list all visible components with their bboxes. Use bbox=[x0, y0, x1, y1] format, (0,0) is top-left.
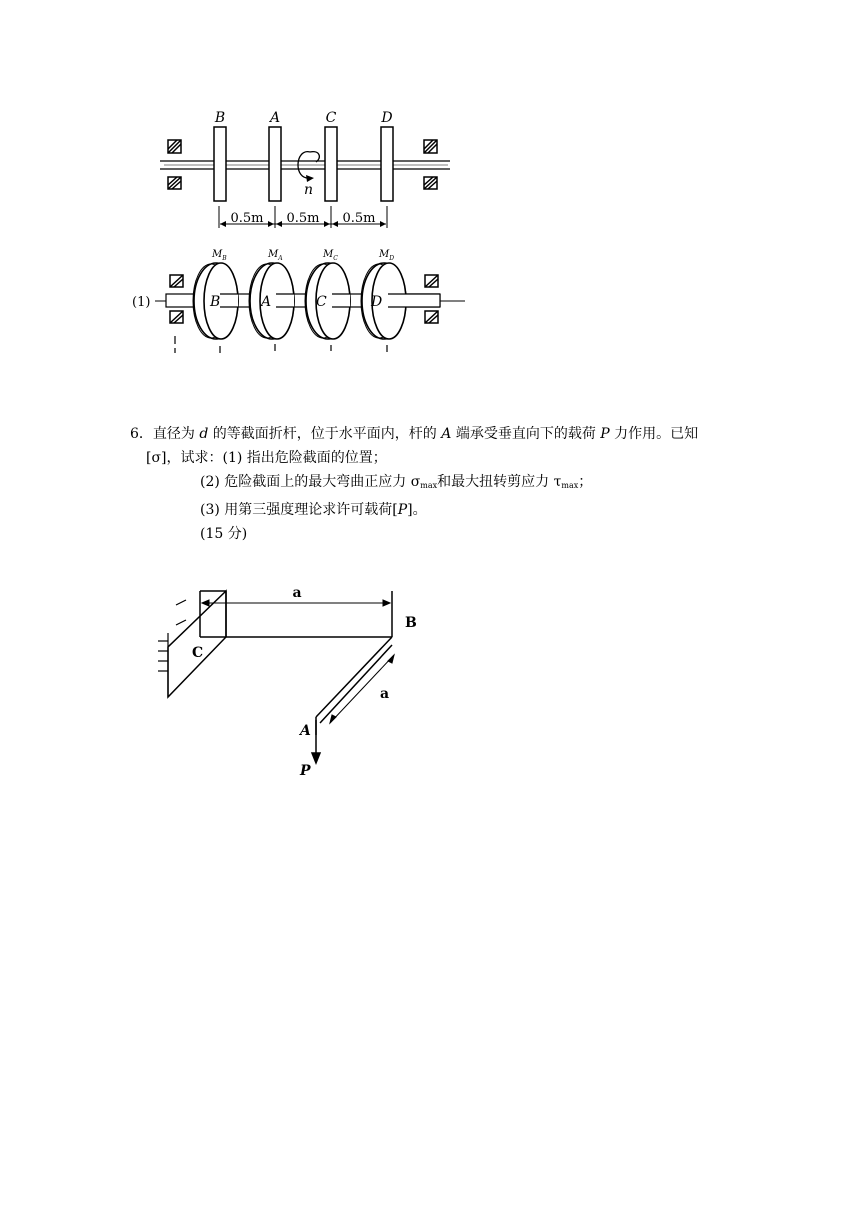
question-line-1: 6．直径为 d 的等截面折杆，位于水平面内，杆的 A 端承受垂直向下的载荷 P 力作用。已知 bbox=[130, 426, 699, 442]
disk-a-3d bbox=[249, 263, 294, 339]
right-bearing-top bbox=[424, 140, 437, 189]
left-bearing-top bbox=[168, 140, 181, 189]
question-line-3: (2) 危险截面上的最大弯曲正应力 $\sigma_{max}$和最大扭转剪应力 $\tau_{max}$； bbox=[200, 474, 593, 490]
disk-c-label: C bbox=[316, 294, 327, 310]
label-c: C bbox=[192, 645, 204, 661]
svg-text:MB: $M_B$ bbox=[212, 249, 227, 262]
bent-bar-figure bbox=[140, 575, 440, 790]
svg-text:MC: $M_C$ bbox=[323, 249, 338, 262]
dim-label-2: 0.5m bbox=[286, 211, 320, 226]
disk-a-top bbox=[269, 127, 281, 201]
disk-a-label: A bbox=[261, 294, 272, 310]
label-p: P bbox=[300, 763, 311, 779]
question-line-4: (3) 用第三强度理论求许可载荷[P]。 bbox=[200, 502, 427, 518]
dim-label-3: 0.5m bbox=[342, 211, 376, 226]
label-b: B bbox=[405, 615, 417, 631]
label-c-top: C bbox=[325, 110, 337, 126]
shaft-top bbox=[160, 161, 450, 169]
wall-plate bbox=[168, 591, 226, 697]
moment-labels bbox=[211, 249, 394, 262]
question-line-2: [σ]，试求：(1) 指出危险截面的位置； bbox=[146, 450, 387, 466]
label-a: A bbox=[300, 723, 311, 739]
label-d-top: D bbox=[381, 110, 393, 126]
label-a-top: A bbox=[269, 110, 281, 126]
disk-d-label: D bbox=[371, 294, 383, 310]
question-6 bbox=[130, 422, 770, 546]
label-b-top: B bbox=[214, 110, 226, 126]
disk-b-label: B bbox=[210, 294, 221, 310]
dim-diagonal-label: a bbox=[380, 686, 390, 702]
shaft-figure bbox=[120, 100, 480, 370]
question-line-5: (15 分) bbox=[200, 526, 248, 542]
dim-top-label: a bbox=[292, 585, 302, 601]
svg-text:MA: $M_A$ bbox=[268, 249, 283, 262]
svg-text:MD: $M_D$ bbox=[379, 249, 395, 262]
torque-arrow bbox=[298, 152, 319, 182]
load-arrow-p bbox=[312, 720, 320, 763]
dim-label-1: 0.5m bbox=[230, 211, 264, 226]
disk-b-top bbox=[214, 127, 226, 201]
torque-label: n bbox=[304, 182, 314, 198]
part-label: (1) bbox=[132, 295, 151, 310]
disk-c-top bbox=[325, 127, 337, 201]
disk-d-top bbox=[381, 127, 393, 201]
disk-c-3d bbox=[305, 263, 350, 339]
